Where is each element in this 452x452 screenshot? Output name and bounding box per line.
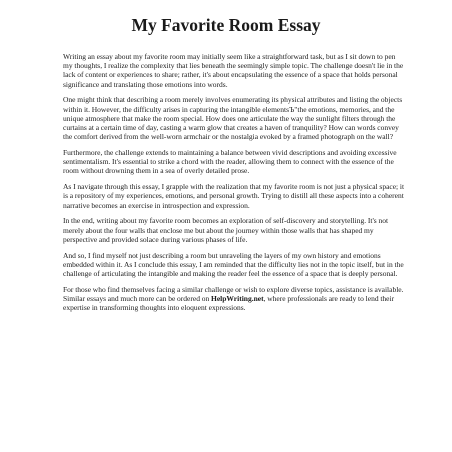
essay-paragraph-3: Furthermore, the challenge extends to maintaining a balance between vivid descriptions and avoiding excessive sentimentalism. It's essential to strike a chord with the reader, allowing them to connect with the essence of the room without drowning them in a sea of overly detailed prose. bbox=[63, 148, 397, 176]
page-title: My Favorite Room Essay bbox=[131, 15, 321, 35]
essay-paragraph-2: One might think that describing a room merely involves enumerating its physical attributes and listing the objects within it. However, the difficulty arises in capturing the intangible elementsЪ"the emotions, memories, and the unique atmosphere that make the room special. How does one articulate the way the sunlight filters through the curtains at a certain time of day, casting a warm glow that creates a haven of tranquility? How can words convey the comfort derived from the well-worn armchair or the nostalgia evoked by a framed photograph on the wall? bbox=[63, 95, 403, 142]
essay-paragraph-1: Writing an essay about my favorite room may initially seem like a straightforward task, but as I sit down to pen my thoughts, I realize the complexity that lies beneath the seemingly simple topic. The challenge doesn't lie in the lack of content or experiences to share; rather, it's about encapsulating the essence of a space that holds personal significance and translating those emotions into words. bbox=[63, 52, 404, 89]
helpwriting-link[interactable]: HelpWriting.net bbox=[211, 294, 264, 304]
essay-paragraph-4: As I navigate through this essay, I grapple with the realization that my favorite room is not just a physical space; it is a repository of my experiences, emotions, and personal growth. Trying to distill all these aspects into a coherent narrative becomes an exercise in introspection and expression. bbox=[63, 182, 405, 210]
essay-paragraph-5: In the end, writing about my favorite room becomes an exploration of self-discovery and storytelling. It's not merely about the four walls that enclose me but about the journey within those walls that has shaped my perspective and provided solace during various phases of life. bbox=[63, 216, 389, 244]
essay-body bbox=[63, 52, 406, 319]
closing-text-after: , where professionals are ready to lend their expertise in transforming thoughts into eloquent expressions. bbox=[63, 294, 395, 313]
closing-paragraph bbox=[63, 285, 406, 313]
closing-text-before: For those who find themselves facing a similar challenge or wish to explore diverse topics, assistance is available. Similar essays and much more can be ordered on bbox=[63, 284, 404, 304]
essay-paragraph-6: And so, I find myself not just describing a room but unraveling the layers of my own history and emotions embedded within it. As I conclude this essay, I am reminded that the difficulty lies not in the topic itself, but in the challenge of articulating the intangible and making the reader feel the essence of a space that is deeply personal. bbox=[63, 250, 404, 279]
